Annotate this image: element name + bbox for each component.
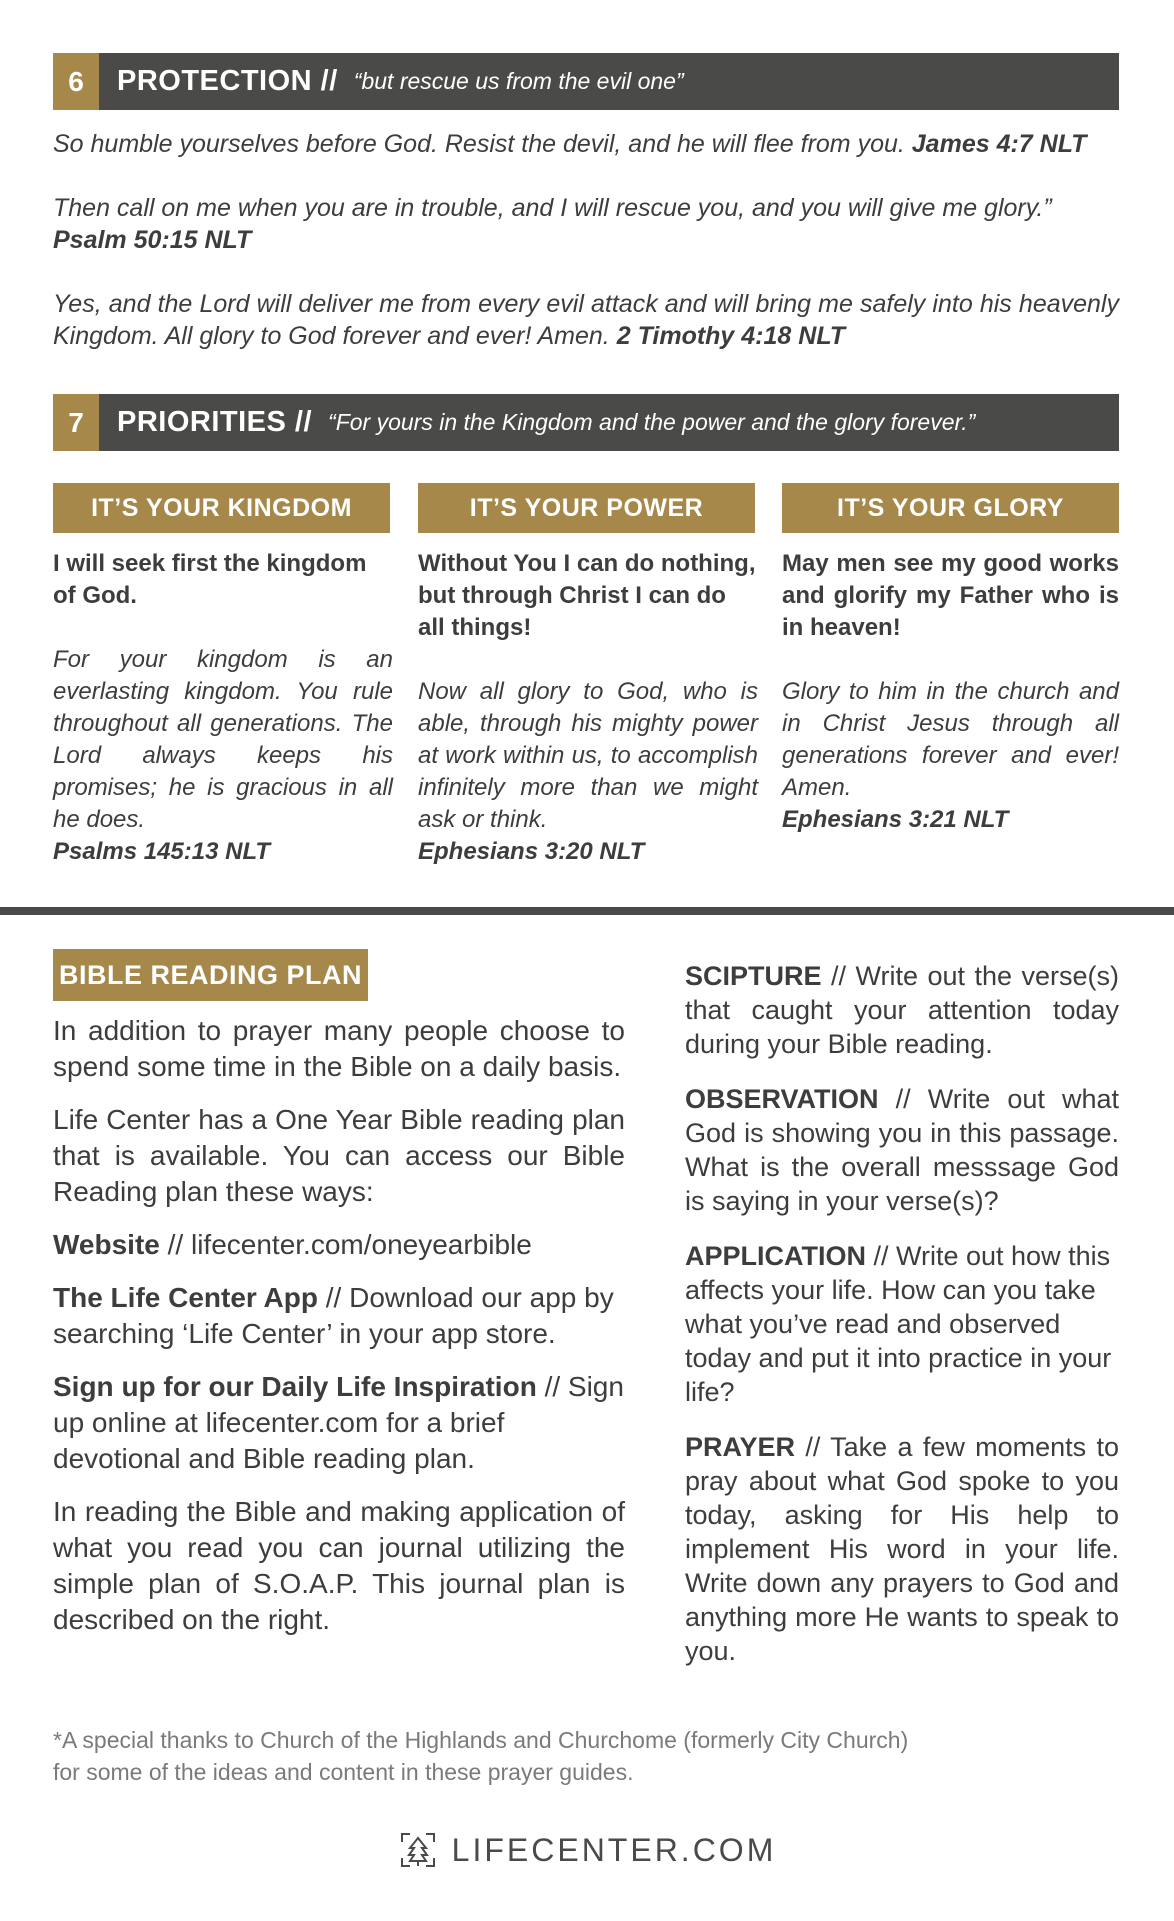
section-number: 7: [53, 394, 99, 451]
verse-text: Then call on me when you are in trouble, and I will rescue you, and you will give me glory.”: [53, 194, 1052, 222]
column-verse-reference: Ephesians 3:21 NLT: [782, 806, 1009, 833]
section-divider: [0, 907, 1174, 915]
verse: [53, 288, 1119, 352]
soap-label: PRAYER: [685, 1432, 796, 1462]
plan-way-text: // lifecenter.com/oneyearbible: [159, 1229, 532, 1260]
column-power: [418, 548, 758, 868]
soap-scripture: [685, 959, 1119, 1061]
plan-way-label: Sign up for our Daily Life Inspiration: [53, 1371, 537, 1402]
section-number: 6: [53, 53, 99, 110]
verse: [53, 192, 1119, 256]
footer-brand[interactable]: LIFECENTER.COM: [451, 1831, 777, 1868]
bible-reading-plan-heading: BIBLE READING PLAN: [53, 949, 368, 1001]
column-verse-reference: Ephesians 3:20 NLT: [418, 838, 645, 865]
footnote: [53, 1724, 1053, 1788]
section-quote: “but rescue us from the evil one”: [353, 68, 684, 94]
column-lead: May men see my good works and glorify my Father who is in heaven!: [782, 550, 1119, 641]
column-verse-text: For your kingdom is an everlasting kingdom. You rule throughout all generations. The Lord always keeps his promises; he is gracious in all he does.: [53, 646, 393, 833]
soap-text: // Write out what God is showing you in this passage. What is the overall messsage God is saying in your verse(s)?: [685, 1084, 1119, 1216]
section-6-header: [53, 53, 1119, 110]
verse: [53, 128, 1119, 160]
soap-observation: [685, 1082, 1119, 1218]
verse-text: Yes, and the Lord will deliver me from every evil attack and will bring me safely into his heavenly Kingdom. All glory to God forever and ever! Amen.: [53, 290, 1119, 350]
section-quote: “For yours in the Kingdom and the power and the glory forever.”: [328, 409, 976, 435]
bible-reading-plan-body: [53, 1013, 625, 1655]
column-verse-text: Now all glory to God, who is able, through his mighty power at work within us, to accomplish infinitely more than we might ask or think.: [418, 678, 758, 833]
plan-way-website: [53, 1227, 625, 1263]
soap-label: OBSERVATION: [685, 1084, 879, 1114]
verse-reference: 2 Timothy 4:18 NLT: [616, 322, 846, 350]
column-heading-power: IT’S YOUR POWER: [418, 483, 755, 533]
column-kingdom: [53, 548, 393, 868]
plan-way-app: [53, 1280, 625, 1352]
plan-closing: In reading the Bible and making application of what you read you can journal utilizing the simple plan of S.O.A.P. This journal plan is described on the right.: [53, 1496, 625, 1635]
footnote-line: for some of the ideas and content in these prayer guides.: [53, 1759, 634, 1785]
plan-way-label: The Life Center App: [53, 1282, 318, 1313]
plan-way-label: Website: [53, 1229, 160, 1260]
plan-way-text: // Download our app by searching ‘Life Center’ in your app store.: [53, 1282, 614, 1349]
soap-text: // Take a few moments to pray about what God spoke to you today, asking for His help to implement His word in your life. Write down any prayers to God and anything more He wants to speak to you.: [685, 1432, 1119, 1666]
soap-label: SCIPTURE: [685, 961, 822, 991]
section-7-header: [53, 394, 1119, 451]
section-title: PRIORITIES //: [117, 406, 313, 438]
column-glory: [782, 548, 1119, 836]
section-title: PROTECTION //: [117, 65, 338, 97]
column-heading-glory: IT’S YOUR GLORY: [782, 483, 1119, 533]
verse-reference: Psalm 50:15 NLT: [53, 226, 252, 254]
plan-way-signup: [53, 1369, 625, 1477]
soap-prayer: [685, 1430, 1119, 1668]
soap-label: APPLICATION: [685, 1241, 866, 1271]
verse-reference: James 4:7 NLT: [911, 130, 1087, 158]
soap-application: [685, 1239, 1119, 1409]
footer: [0, 1828, 1174, 1872]
column-lead: Without You I can do nothing, but through Christ I can do all things!: [418, 550, 756, 641]
soap-text: // Write out how this affects your life. How can you take what you’ve read and observed today and put it into practice in your life?: [685, 1241, 1112, 1407]
soap-list: [685, 959, 1119, 1689]
verse-text: So humble yourselves before God. Resist the devil, and he will flee from you.: [53, 130, 905, 158]
soap-text: // Write out the verse(s) that caught your attention today during your Bible reading.: [685, 961, 1119, 1059]
lifecenter-logo-icon: [398, 1830, 438, 1870]
column-verse-text: Glory to him in the church and in Christ Jesus through all generations forever and ever! Amen.: [782, 678, 1119, 801]
column-lead: I will seek first the kingdom of God.: [53, 550, 367, 609]
plan-way-text: // Sign up online at lifecenter.com for a brief devotional and Bible reading plan.: [53, 1371, 624, 1474]
footnote-line: *A special thanks to Church of the Highlands and Churchome (formerly City Church): [53, 1727, 909, 1753]
plan-intro: In addition to prayer many people choose to spend some time in the Bible on a daily basis.: [53, 1015, 625, 1082]
column-verse-reference: Psalms 145:13 NLT: [53, 838, 270, 865]
column-heading-kingdom: IT’S YOUR KINGDOM: [53, 483, 390, 533]
plan-intro: Life Center has a One Year Bible reading plan that is available. You can access our Bible Reading plan these ways:: [53, 1104, 625, 1207]
